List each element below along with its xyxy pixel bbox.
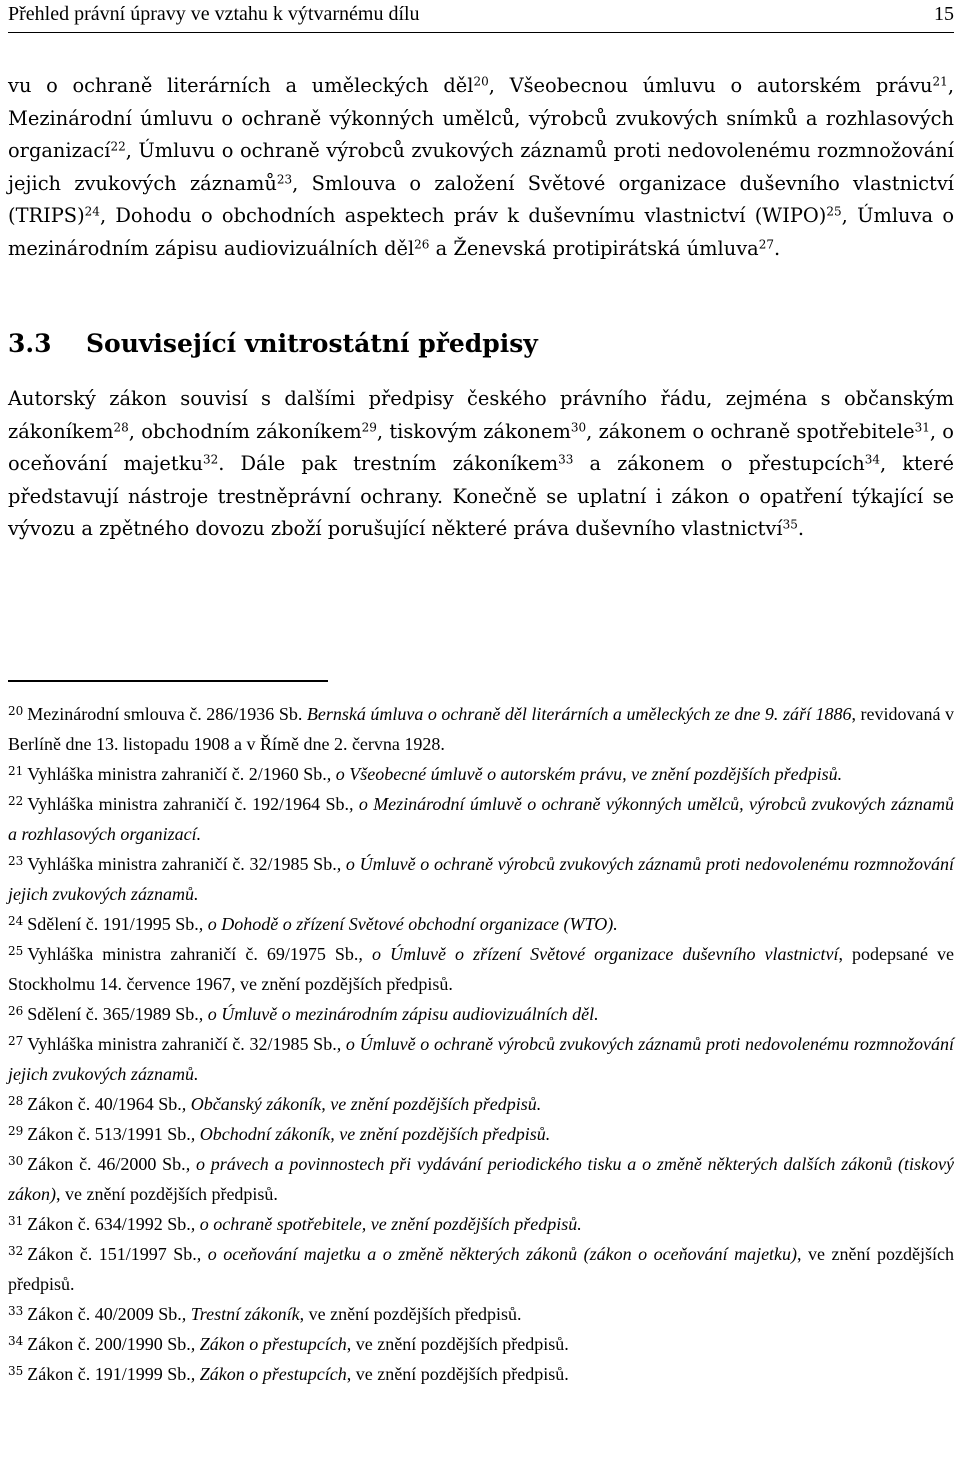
footnote <box>8 759 954 789</box>
text-run: , Úmluvu o ochraně výrobců zvukových záznamů proti nedovolenému rozmnožování jejich zvukových záznamů <box>8 139 954 195</box>
text-run: . Dále pak trestním zákoníkem <box>218 452 559 476</box>
footnote-italic: , Zákon o přestupcích <box>190 1334 347 1354</box>
text-run: , Úmluva o mezinárodním zápisu audiovizuálních děl <box>8 204 954 260</box>
footnote-ref[interactable]: 28 <box>113 420 129 434</box>
footnote-number: 27 <box>8 1033 24 1048</box>
paragraph-conventions <box>8 70 954 266</box>
text-run: . <box>774 236 781 260</box>
footnote-text: , ve znění pozdějších předpisů. <box>8 1244 954 1294</box>
page-number: 15 <box>934 3 954 25</box>
footnote <box>8 1329 954 1359</box>
paragraph-related-regulations <box>8 383 954 546</box>
footnote-text: Sdělení č. 191/1995 Sb. <box>27 914 199 934</box>
footnote-text: Zákon č. 191/1999 Sb. <box>27 1364 191 1384</box>
footnote-ref[interactable]: 23 <box>276 172 293 187</box>
footnote-text: Zákon č. 46/2000 Sb. <box>27 1154 186 1174</box>
footnote-number: 31 <box>8 1213 24 1228</box>
footnote-italic: , Obchodní zákoník, ve znění pozdějších předpisů. <box>190 1124 551 1144</box>
footnote-ref[interactable]: 32 <box>202 452 219 467</box>
footnote-text: Sdělení č. 365/1989 Sb. <box>27 1004 199 1024</box>
text-run: , Všeobecnou úmluvu o autorském právu <box>488 74 933 97</box>
footnote-number: 32 <box>8 1243 24 1258</box>
footnote-italic: , o oceňování majetku a o změně některých zákonů (zákon o oceňování majetku) <box>196 1244 798 1264</box>
footnote-text: , ve znění pozdějších předpisů. <box>56 1184 278 1204</box>
footnote <box>8 699 954 759</box>
footnote-italic: , o Úmluvě o mezinárodním zápisu audiovizuálních děl. <box>198 1004 599 1024</box>
footnote-ref[interactable]: 22 <box>110 139 126 154</box>
footnote-text: Mezinárodní smlouva č. 286/1936 Sb. <box>27 704 307 724</box>
footnote-number: 23 <box>8 853 24 868</box>
footnote-number: 33 <box>8 1303 24 1318</box>
text-run: , Dohodu o obchodních aspektech práv k duševnímu vlastnictví (WIPO) <box>99 204 827 228</box>
footnote-number: 35 <box>8 1363 24 1378</box>
footnote-number: 24 <box>8 913 24 928</box>
footnote-italic: , o Mezinárodní úmluvě o ochraně výkonných umělců, výrobců zvukových záznamů a rozhlasových organizací. <box>8 794 954 844</box>
footnote-number: 22 <box>8 793 24 808</box>
footnote-italic: , o ochraně spotřebitele, ve znění pozdějších předpisů. <box>190 1214 582 1234</box>
footnote <box>8 909 954 939</box>
text-run: , Smlouva o založení Světové organizace duševního vlastnictví (TRIPS) <box>8 171 954 228</box>
footnote-text: Vyhláška ministra zahraničí č. 2/1960 Sb. <box>27 764 327 784</box>
footnote-text: Vyhláška ministra zahraničí č. 192/1964 Sb. <box>27 794 349 814</box>
footnote-number: 30 <box>8 1153 24 1168</box>
footnotes <box>8 699 954 1389</box>
footnote-ref[interactable]: 35 <box>782 517 798 532</box>
text-run: , které představují nástroje trestněprávní ochrany. Konečně se uplatní i zákon o opatření týkající se vývozu a zpětného dovozu zboží porušující některé práva duševního vlastnictví <box>8 452 955 541</box>
footnote-text: Vyhláška ministra zahraničí č. 32/1985 Sb. <box>27 854 337 874</box>
footnote-italic: , Trestní zákoník <box>181 1304 300 1324</box>
footnote-text: Vyhláška ministra zahraničí č. 32/1985 Sb. <box>27 1034 337 1054</box>
footnote-number: 25 <box>8 943 24 958</box>
footnote-number: 20 <box>8 703 24 718</box>
footnote-text: , podepsané ve Stockholmu 14. července 1967, ve znění pozdějších předpisů. <box>8 944 955 994</box>
footnote-italic: , o Úmluvě o ochraně výrobců zvukových záznamů proti nedovolenému rozmnožování jejich zvukových záznamů. <box>8 854 955 904</box>
footnote-ref[interactable]: 20 <box>473 74 489 89</box>
footnote-ref[interactable]: 34 <box>864 452 880 467</box>
text-run: . <box>797 517 805 541</box>
text-run: vu o ochraně literárních a uměleckých děl <box>8 74 474 97</box>
footnote <box>8 1089 954 1119</box>
footnote-ref[interactable]: 31 <box>914 420 930 434</box>
section-heading <box>8 326 954 362</box>
footnote-ref[interactable]: 30 <box>570 420 587 434</box>
footnote <box>8 999 954 1029</box>
footnote-separator <box>8 680 328 682</box>
footnote <box>8 789 954 849</box>
footnote <box>8 1149 954 1209</box>
footnote-ref[interactable]: 26 <box>414 237 430 252</box>
footnote-text: , ve znění pozdějších předpisů. <box>346 1364 569 1384</box>
footnote-ref[interactable]: 27 <box>758 237 775 252</box>
section-title: Související vnitrostátní předpisy <box>86 329 538 358</box>
text-run: , Mezinárodní úmluvu o ochraně výkonných umělců, výrobců zvukových snímků a rozhlasových organizací <box>8 74 954 163</box>
text-run: , obchodním zákoníkem <box>128 419 362 443</box>
text-run: , zákonem o ochraně spotřebitele <box>586 419 915 443</box>
footnote-ref[interactable]: 24 <box>84 204 100 219</box>
text-run: , tiskovým zákonem <box>376 419 571 443</box>
page-header <box>8 0 954 33</box>
text-run: a zákonem o přestupcích <box>573 452 865 476</box>
footnote-italic: , Občanský zákoník, ve znění pozdějších předpisů. <box>181 1094 542 1114</box>
footnote-italic: , o Úmluvě o zřízení Světové organizace duševního vlastnictví <box>358 944 839 964</box>
footnote <box>8 1119 954 1149</box>
section-number: 3.3 <box>8 329 52 358</box>
footnote-text: Zákon č. 151/1997 Sb. <box>27 1244 197 1264</box>
footnote <box>8 1239 954 1299</box>
footnote-text: , ve znění pozdějších předpisů. <box>346 1334 569 1354</box>
footnote-text: Vyhláška ministra zahraničí č. 69/1975 Sb. <box>27 944 359 964</box>
footnote-number: 21 <box>8 763 24 778</box>
text-run: , o oceňování majetku <box>8 419 954 476</box>
footnote-text: Zákon č. 40/2009 Sb. <box>27 1304 182 1324</box>
footnote-text: Zákon č. 513/1991 Sb. <box>27 1124 191 1144</box>
footnote-italic: , o právech a povinnostech při vydávání periodického tisku a o změně některých dalších zákonů (tiskový zákon) <box>8 1154 954 1204</box>
footnote <box>8 1359 954 1389</box>
footnote-number: 28 <box>8 1093 24 1108</box>
footnote-text: , revidovaná v Berlíně dne 13. listopadu 1908 a v Římě dne 2. června 1928. <box>8 704 954 754</box>
footnote-italic: , o Dohodě o zřízení Světové obchodní organizace (WTO). <box>198 914 618 934</box>
footnote-ref[interactable]: 21 <box>932 74 948 89</box>
footnote-text: , ve znění pozdějších předpisů. <box>299 1304 522 1324</box>
footnote-number: 26 <box>8 1003 24 1018</box>
text-run: a Ženevská protipirátská úmluva <box>429 236 759 260</box>
footnote-number: 34 <box>8 1333 24 1348</box>
footnote <box>8 1299 954 1329</box>
footnote <box>8 1029 954 1089</box>
text-run: Autorský zákon souvisí s dalšími předpisy českého právního řádu, zejména s občanským zákoníkem <box>8 387 954 443</box>
footnote-italic: , Zákon o přestupcích <box>190 1364 347 1384</box>
footnote <box>8 849 954 909</box>
footnote-italic: , o Úmluvě o ochraně výrobců zvukových záznamů proti nedovolenému rozmnožování jejich zvukových záznamů. <box>8 1034 955 1084</box>
footnote-ref[interactable]: 33 <box>558 452 574 467</box>
footnote-text: Zákon č. 634/1992 Sb. <box>27 1214 191 1234</box>
footnote-text: Zákon č. 40/1964 Sb. <box>27 1094 182 1114</box>
footnote-number: 29 <box>8 1123 24 1138</box>
footnote-ref[interactable]: 29 <box>361 420 377 434</box>
footnote-text: Zákon č. 200/1990 Sb. <box>27 1334 191 1354</box>
footnote-ref[interactable]: 25 <box>826 204 842 219</box>
running-title: Přehled právní úpravy ve vztahu k výtvarnému dílu <box>8 3 420 25</box>
footnote-italic: , o Všeobecné úmluvě o autorském právu, ve znění pozdějších předpisů. <box>326 764 843 784</box>
footnote-italic: Bernská úmluva o ochraně děl literárních a uměleckých ze dne 9. září 1886 <box>306 704 852 724</box>
footnote <box>8 1209 954 1239</box>
footnote <box>8 939 954 999</box>
